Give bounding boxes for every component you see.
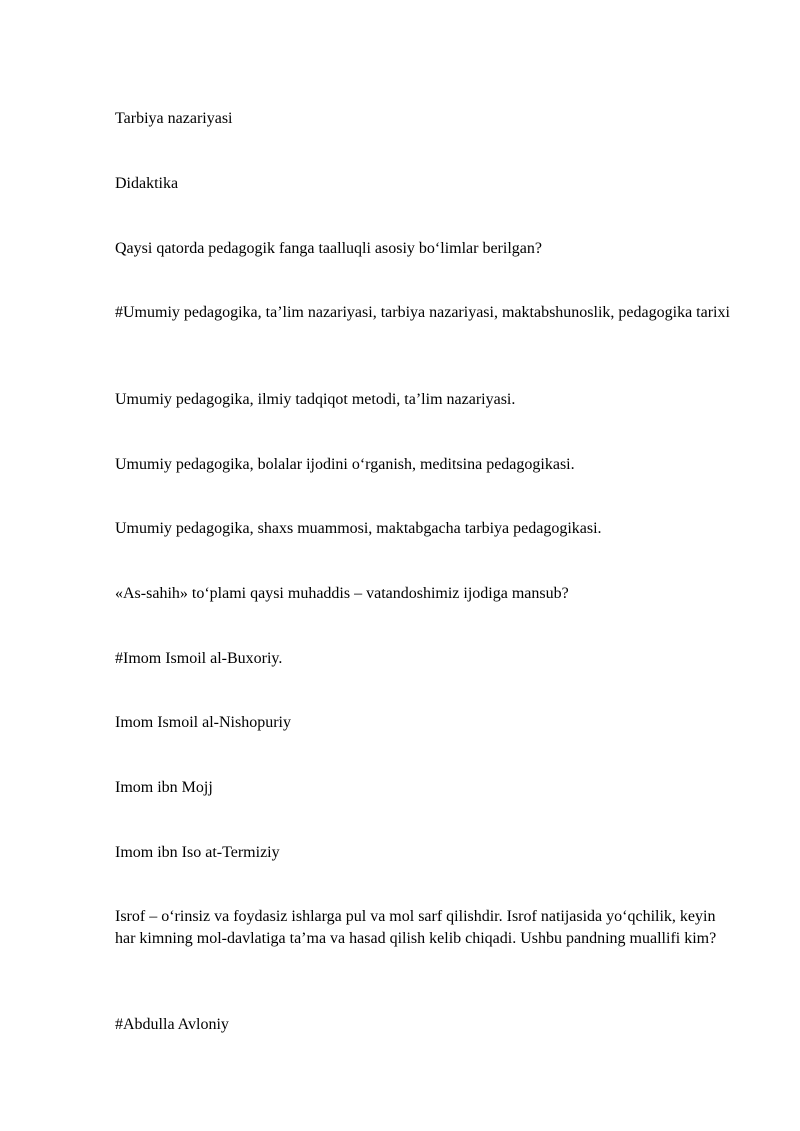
answer-nishopuriy: Imom Ismoil al-Nishopuriy bbox=[115, 714, 291, 731]
answer-shaxs-muammosi: Umumiy pedagogika, shaxs muammosi, maktabgacha tarbiya pedagogikasi. bbox=[115, 520, 602, 537]
answer-ibn-mojj: Imom ibn Mojj bbox=[115, 779, 213, 796]
paragraph-tarbiya-nazariyasi: Tarbiya nazariyasi bbox=[115, 110, 233, 127]
question-isrof: Isrof – o‘rinsiz va foydasiz ishlarga pul va mol sarf qilishdir. Isrof natijasida yo‘qchilik, keyin har kimning mol-davlatiga ta’ma va hasad qilish kelib chiqadi. Ushbu pandning muallifi kim? bbox=[115, 908, 717, 947]
answer-correct-buxoriy: #Imom Ismoil al-Buxoriy. bbox=[115, 650, 283, 667]
answer-bolalar-ijodi: Umumiy pedagogika, bolalar ijodini o‘rganish, meditsina pedagogikasi. bbox=[115, 456, 575, 473]
question-pedagogik-bolimlar: Qaysi qatorda pedagogik fanga taalluqli asosiy bo‘limlar berilgan? bbox=[115, 240, 542, 257]
answer-ilmiy-tadqiqot: Umumiy pedagogika, ilmiy tadqiqot metodi, ta’lim nazariyasi. bbox=[115, 391, 516, 408]
question-as-sahih: «As-sahih» to‘plami qaysi muhaddis – vatandoshimiz ijodiga mansub? bbox=[115, 585, 569, 602]
answer-correct-avloniy: #Abdulla Avloniy bbox=[115, 1016, 229, 1033]
answer-termiziy: Imom ibn Iso at-Termiziy bbox=[115, 844, 280, 861]
paragraph-didaktika: Didaktika bbox=[115, 175, 179, 192]
answer-correct-umumiy-pedagogika: #Umumiy pedagogika, ta’lim nazariyasi, tarbiya nazariyasi, maktabshunoslik, pedagogika tarixi bbox=[115, 304, 730, 321]
